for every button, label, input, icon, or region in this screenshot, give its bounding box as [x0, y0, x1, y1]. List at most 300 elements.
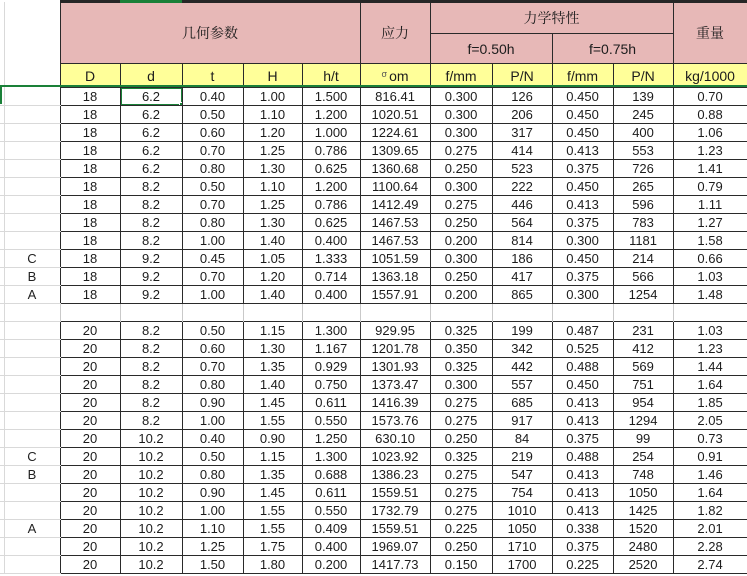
- cell[interactable]: 199: [492, 322, 552, 340]
- row-label[interactable]: A: [4, 286, 60, 304]
- cell[interactable]: 0.375: [552, 430, 613, 448]
- cell[interactable]: 1010: [492, 502, 552, 520]
- cell[interactable]: 1224.61: [360, 124, 430, 142]
- cell[interactable]: 929.95: [360, 322, 430, 340]
- cell[interactable]: 18: [60, 196, 120, 214]
- cell[interactable]: 1710: [492, 538, 552, 556]
- cell[interactable]: 1559.51: [360, 484, 430, 502]
- row-label[interactable]: [4, 340, 60, 358]
- cell[interactable]: 1.40: [243, 286, 302, 304]
- cell[interactable]: 1.44: [673, 358, 747, 376]
- cell[interactable]: 1254: [613, 286, 673, 304]
- cell[interactable]: 0.300: [430, 376, 492, 394]
- cell[interactable]: 596: [613, 196, 673, 214]
- col-header-kg[interactable]: kg/1000: [673, 64, 747, 88]
- cell[interactable]: 0.409: [302, 520, 360, 538]
- cell[interactable]: 1417.73: [360, 556, 430, 574]
- cell[interactable]: 126: [492, 88, 552, 106]
- cell[interactable]: 10.2: [120, 484, 182, 502]
- cell[interactable]: 0.714: [302, 268, 360, 286]
- cell[interactable]: 1.00: [182, 232, 243, 250]
- cell[interactable]: 0.90: [182, 484, 243, 502]
- cell[interactable]: 1.00: [182, 502, 243, 520]
- row-label[interactable]: [4, 88, 60, 106]
- cell[interactable]: 342: [492, 340, 552, 358]
- empty-cell[interactable]: [492, 304, 552, 322]
- cell[interactable]: 18: [60, 214, 120, 232]
- empty-cell[interactable]: [673, 304, 747, 322]
- cell[interactable]: 20: [60, 448, 120, 466]
- cell[interactable]: 18: [60, 232, 120, 250]
- cell[interactable]: 0.275: [430, 466, 492, 484]
- cell[interactable]: 1.55: [243, 520, 302, 538]
- cell[interactable]: 0.50: [182, 448, 243, 466]
- cell[interactable]: 0.200: [430, 232, 492, 250]
- cell[interactable]: 1.300: [302, 448, 360, 466]
- cell[interactable]: 0.40: [182, 88, 243, 106]
- empty-cell[interactable]: [430, 304, 492, 322]
- cell[interactable]: 20: [60, 538, 120, 556]
- cell[interactable]: 0.488: [552, 448, 613, 466]
- cell[interactable]: 1.55: [243, 412, 302, 430]
- empty-cell[interactable]: [60, 304, 120, 322]
- cell[interactable]: 0.70: [182, 358, 243, 376]
- cell[interactable]: 0.375: [552, 538, 613, 556]
- cell[interactable]: 0.325: [430, 448, 492, 466]
- header-stress[interactable]: 应力: [360, 2, 430, 64]
- cell[interactable]: 569: [613, 358, 673, 376]
- cell[interactable]: 754: [492, 484, 552, 502]
- cell[interactable]: 0.413: [552, 142, 613, 160]
- cell[interactable]: 1.30: [243, 160, 302, 178]
- cell[interactable]: 442: [492, 358, 552, 376]
- cell[interactable]: 0.50: [182, 322, 243, 340]
- row-label[interactable]: [4, 358, 60, 376]
- cell[interactable]: 0.275: [430, 394, 492, 412]
- cell[interactable]: 206: [492, 106, 552, 124]
- col-header-H[interactable]: H: [243, 64, 302, 88]
- cell[interactable]: 2.05: [673, 412, 747, 430]
- cell[interactable]: 0.70: [673, 88, 747, 106]
- cell[interactable]: 18: [60, 142, 120, 160]
- cell[interactable]: 0.80: [182, 160, 243, 178]
- cell[interactable]: 8.2: [120, 394, 182, 412]
- cell[interactable]: 2520: [613, 556, 673, 574]
- cell[interactable]: 0.250: [430, 430, 492, 448]
- cell[interactable]: 0.275: [430, 142, 492, 160]
- cell[interactable]: 8.2: [120, 358, 182, 376]
- empty-cell[interactable]: [360, 304, 430, 322]
- cell[interactable]: 20: [60, 502, 120, 520]
- cell[interactable]: 1.300: [302, 322, 360, 340]
- cell[interactable]: 20: [60, 340, 120, 358]
- cell[interactable]: 1412.49: [360, 196, 430, 214]
- cell[interactable]: 99: [613, 430, 673, 448]
- cell[interactable]: 783: [613, 214, 673, 232]
- cell[interactable]: 0.91: [673, 448, 747, 466]
- row-label[interactable]: [4, 430, 60, 448]
- cell[interactable]: 0.488: [552, 358, 613, 376]
- cell[interactable]: 20: [60, 394, 120, 412]
- cell[interactable]: 0.275: [430, 484, 492, 502]
- cell[interactable]: 0.413: [552, 394, 613, 412]
- cell[interactable]: 0.375: [552, 268, 613, 286]
- cell[interactable]: 0.750: [302, 376, 360, 394]
- cell[interactable]: 10.2: [120, 448, 182, 466]
- cell[interactable]: 1.03: [673, 322, 747, 340]
- cell[interactable]: 2.01: [673, 520, 747, 538]
- cell[interactable]: 265: [613, 178, 673, 196]
- cell[interactable]: 1557.91: [360, 286, 430, 304]
- cell[interactable]: 1.00: [182, 286, 243, 304]
- cell[interactable]: 1.27: [673, 214, 747, 232]
- cell[interactable]: 1.03: [673, 268, 747, 286]
- cell[interactable]: 1.500: [302, 88, 360, 106]
- row-label[interactable]: [4, 556, 60, 574]
- cell[interactable]: 0.325: [430, 322, 492, 340]
- cell[interactable]: 0.80: [182, 466, 243, 484]
- cell[interactable]: 0.338: [552, 520, 613, 538]
- cell[interactable]: 231: [613, 322, 673, 340]
- cell[interactable]: 0.275: [430, 502, 492, 520]
- cell[interactable]: 0.929: [302, 358, 360, 376]
- empty-cell[interactable]: [120, 304, 182, 322]
- cell[interactable]: 1.25: [182, 538, 243, 556]
- cell[interactable]: 1.64: [673, 484, 747, 502]
- cell[interactable]: 1.30: [243, 340, 302, 358]
- cell[interactable]: 1360.68: [360, 160, 430, 178]
- cell[interactable]: 1.50: [182, 556, 243, 574]
- cell[interactable]: 0.786: [302, 142, 360, 160]
- cell[interactable]: 18: [60, 178, 120, 196]
- cell[interactable]: 553: [613, 142, 673, 160]
- cell[interactable]: 1373.47: [360, 376, 430, 394]
- cell[interactable]: 0.250: [430, 268, 492, 286]
- cell[interactable]: 0.250: [430, 214, 492, 232]
- cell[interactable]: 566: [613, 268, 673, 286]
- row-label[interactable]: [4, 394, 60, 412]
- cell[interactable]: 0.70: [182, 196, 243, 214]
- row-label[interactable]: [4, 538, 60, 556]
- cell[interactable]: 1.15: [243, 448, 302, 466]
- cell[interactable]: 0.450: [552, 250, 613, 268]
- cell[interactable]: 18: [60, 268, 120, 286]
- row-label[interactable]: [4, 376, 60, 394]
- cell[interactable]: 1181: [613, 232, 673, 250]
- cell[interactable]: 1.05: [243, 250, 302, 268]
- header-weight[interactable]: 重量: [673, 2, 747, 64]
- cell[interactable]: 557: [492, 376, 552, 394]
- cell[interactable]: 0.40: [182, 430, 243, 448]
- empty-cell[interactable]: [552, 304, 613, 322]
- cell[interactable]: 0.413: [552, 196, 613, 214]
- cell[interactable]: 1.00: [182, 412, 243, 430]
- row-label[interactable]: [4, 412, 60, 430]
- cell[interactable]: 8.2: [120, 322, 182, 340]
- header-f075[interactable]: f=0.75h: [552, 34, 673, 64]
- header-mechanical[interactable]: 力学特性: [430, 2, 673, 34]
- cell[interactable]: 0.300: [552, 286, 613, 304]
- cell[interactable]: 0.88: [673, 106, 747, 124]
- cell[interactable]: 0.225: [430, 520, 492, 538]
- cell[interactable]: 1.35: [243, 466, 302, 484]
- cell[interactable]: 751: [613, 376, 673, 394]
- cell[interactable]: 0.550: [302, 502, 360, 520]
- cell[interactable]: 547: [492, 466, 552, 484]
- cell[interactable]: 0.450: [552, 376, 613, 394]
- cell[interactable]: 1.11: [673, 196, 747, 214]
- cell[interactable]: 20: [60, 556, 120, 574]
- col-header-sigma-om[interactable]: [360, 64, 430, 88]
- cell[interactable]: 1969.07: [360, 538, 430, 556]
- cell[interactable]: 726: [613, 160, 673, 178]
- cell[interactable]: 1732.79: [360, 502, 430, 520]
- cell[interactable]: 564: [492, 214, 552, 232]
- col-header-p-050[interactable]: P/N: [492, 64, 552, 88]
- cell[interactable]: 10.2: [120, 430, 182, 448]
- cell[interactable]: 0.70: [182, 142, 243, 160]
- row-label[interactable]: [4, 124, 60, 142]
- empty-cell[interactable]: [182, 304, 243, 322]
- cell[interactable]: 8.2: [120, 412, 182, 430]
- row-label[interactable]: B: [4, 466, 60, 484]
- empty-cell[interactable]: [302, 304, 360, 322]
- cell[interactable]: 0.400: [302, 538, 360, 556]
- cell[interactable]: 685: [492, 394, 552, 412]
- fill-handle[interactable]: [179, 102, 183, 106]
- cell[interactable]: 8.2: [120, 178, 182, 196]
- cell[interactable]: 20: [60, 520, 120, 538]
- cell[interactable]: 1.250: [302, 430, 360, 448]
- cell[interactable]: 10.2: [120, 556, 182, 574]
- cell[interactable]: 18: [60, 250, 120, 268]
- col-header-D[interactable]: D: [60, 64, 120, 88]
- cell[interactable]: 1023.92: [360, 448, 430, 466]
- cell[interactable]: 6.2: [120, 142, 182, 160]
- cell[interactable]: 0.70: [182, 268, 243, 286]
- cell[interactable]: 0.300: [552, 232, 613, 250]
- cell[interactable]: 0.90: [182, 394, 243, 412]
- cell[interactable]: 1309.65: [360, 142, 430, 160]
- cell[interactable]: 1.40: [243, 376, 302, 394]
- row-label[interactable]: C: [4, 250, 60, 268]
- cell[interactable]: 1.45: [243, 484, 302, 502]
- cell[interactable]: 1.00: [243, 88, 302, 106]
- cell[interactable]: 0.550: [302, 412, 360, 430]
- cell[interactable]: 0.80: [182, 376, 243, 394]
- cell[interactable]: 1.35: [243, 358, 302, 376]
- cell[interactable]: 1.45: [243, 394, 302, 412]
- cell[interactable]: 18: [60, 160, 120, 178]
- cell[interactable]: 8.2: [120, 196, 182, 214]
- empty-cell[interactable]: [243, 304, 302, 322]
- cell[interactable]: 0.450: [552, 124, 613, 142]
- cell[interactable]: 0.200: [430, 286, 492, 304]
- cell[interactable]: 186: [492, 250, 552, 268]
- cell[interactable]: 0.80: [182, 214, 243, 232]
- cell[interactable]: 0.300: [430, 88, 492, 106]
- cell[interactable]: 8.2: [120, 340, 182, 358]
- cell[interactable]: 2.74: [673, 556, 747, 574]
- cell[interactable]: 630.10: [360, 430, 430, 448]
- cell[interactable]: 1.41: [673, 160, 747, 178]
- cell[interactable]: 0.450: [552, 88, 613, 106]
- cell[interactable]: 0.45: [182, 250, 243, 268]
- cell[interactable]: 816.41: [360, 88, 430, 106]
- row-label[interactable]: [4, 160, 60, 178]
- cell[interactable]: 8.2: [120, 376, 182, 394]
- cell[interactable]: 1.30: [243, 214, 302, 232]
- cell[interactable]: 0.413: [552, 466, 613, 484]
- cell[interactable]: 0.400: [302, 232, 360, 250]
- cell[interactable]: 1.333: [302, 250, 360, 268]
- row-label[interactable]: [4, 214, 60, 232]
- cell[interactable]: 1.167: [302, 340, 360, 358]
- cell[interactable]: 1.58: [673, 232, 747, 250]
- cell[interactable]: 1.10: [243, 106, 302, 124]
- cell[interactable]: 222: [492, 178, 552, 196]
- cell[interactable]: 10.2: [120, 502, 182, 520]
- cell[interactable]: 10.2: [120, 520, 182, 538]
- cell[interactable]: 18: [60, 124, 120, 142]
- cell[interactable]: 254: [613, 448, 673, 466]
- row-label[interactable]: [4, 106, 60, 124]
- cell[interactable]: 0.525: [552, 340, 613, 358]
- cell[interactable]: 1.06: [673, 124, 747, 142]
- cell[interactable]: 1.85: [673, 394, 747, 412]
- cell[interactable]: 18: [60, 286, 120, 304]
- row-label[interactable]: B: [4, 268, 60, 286]
- cell[interactable]: 20: [60, 358, 120, 376]
- cell[interactable]: 18: [60, 106, 120, 124]
- cell[interactable]: 954: [613, 394, 673, 412]
- cell[interactable]: 1.82: [673, 502, 747, 520]
- cell[interactable]: 814: [492, 232, 552, 250]
- cell[interactable]: 1.000: [302, 124, 360, 142]
- cell[interactable]: 0.300: [430, 178, 492, 196]
- cell[interactable]: 748: [613, 466, 673, 484]
- cell[interactable]: 1.48: [673, 286, 747, 304]
- row-label[interactable]: C: [4, 448, 60, 466]
- cell[interactable]: 8.2: [120, 232, 182, 250]
- cell[interactable]: 1573.76: [360, 412, 430, 430]
- cell[interactable]: 0.611: [302, 394, 360, 412]
- cell[interactable]: 1700: [492, 556, 552, 574]
- cell[interactable]: 245: [613, 106, 673, 124]
- cell[interactable]: 1.75: [243, 538, 302, 556]
- cell[interactable]: 0.200: [302, 556, 360, 574]
- cell[interactable]: 6.2: [120, 106, 182, 124]
- cell[interactable]: 1.25: [243, 142, 302, 160]
- cell[interactable]: 0.375: [552, 160, 613, 178]
- cell[interactable]: 0.300: [430, 250, 492, 268]
- cell[interactable]: 9.2: [120, 286, 182, 304]
- cell[interactable]: 1201.78: [360, 340, 430, 358]
- row-label[interactable]: [4, 142, 60, 160]
- cell[interactable]: 0.60: [182, 124, 243, 142]
- cell[interactable]: 1416.39: [360, 394, 430, 412]
- cell[interactable]: 20: [60, 376, 120, 394]
- cell[interactable]: 0.413: [552, 502, 613, 520]
- cell[interactable]: 2480: [613, 538, 673, 556]
- cell[interactable]: 0.50: [182, 106, 243, 124]
- cell[interactable]: 0.625: [302, 214, 360, 232]
- cell[interactable]: 1.20: [243, 124, 302, 142]
- cell[interactable]: 20: [60, 484, 120, 502]
- col-header-ht[interactable]: h/t: [302, 64, 360, 88]
- cell[interactable]: 0.400: [302, 286, 360, 304]
- cell[interactable]: 1.20: [243, 268, 302, 286]
- cell[interactable]: 1100.64: [360, 178, 430, 196]
- cell[interactable]: 1.55: [243, 502, 302, 520]
- cell[interactable]: 1050: [613, 484, 673, 502]
- col-header-t[interactable]: t: [182, 64, 243, 88]
- cell[interactable]: 1363.18: [360, 268, 430, 286]
- row-label[interactable]: A: [4, 520, 60, 538]
- cell[interactable]: 0.413: [552, 412, 613, 430]
- cell[interactable]: 917: [492, 412, 552, 430]
- cell[interactable]: 219: [492, 448, 552, 466]
- cell[interactable]: 1425: [613, 502, 673, 520]
- cell[interactable]: 0.487: [552, 322, 613, 340]
- cell[interactable]: 20: [60, 322, 120, 340]
- cell[interactable]: 1.200: [302, 106, 360, 124]
- cell[interactable]: 0.625: [302, 160, 360, 178]
- cell[interactable]: 0.90: [243, 430, 302, 448]
- cell[interactable]: 0.300: [430, 124, 492, 142]
- cell[interactable]: 523: [492, 160, 552, 178]
- cell[interactable]: 1.200: [302, 178, 360, 196]
- cell[interactable]: 0.688: [302, 466, 360, 484]
- cell[interactable]: 0.73: [673, 430, 747, 448]
- col-header-f-075[interactable]: f/mm: [552, 64, 613, 88]
- cell[interactable]: 0.60: [182, 340, 243, 358]
- row-label[interactable]: [4, 196, 60, 214]
- cell[interactable]: 0.450: [552, 106, 613, 124]
- cell[interactable]: 1467.53: [360, 214, 430, 232]
- cell[interactable]: 0.611: [302, 484, 360, 502]
- cell[interactable]: 6.2: [120, 88, 182, 106]
- cell[interactable]: 317: [492, 124, 552, 142]
- cell[interactable]: 1050: [492, 520, 552, 538]
- cell[interactable]: 1294: [613, 412, 673, 430]
- cell[interactable]: 1.80: [243, 556, 302, 574]
- cell[interactable]: 1.10: [182, 520, 243, 538]
- row-label[interactable]: [4, 502, 60, 520]
- row-label[interactable]: [4, 484, 60, 502]
- cell[interactable]: 9.2: [120, 250, 182, 268]
- cell[interactable]: 10.2: [120, 466, 182, 484]
- cell[interactable]: 0.250: [430, 538, 492, 556]
- cell[interactable]: 0.413: [552, 484, 613, 502]
- cell[interactable]: 412: [613, 340, 673, 358]
- cell[interactable]: 1520: [613, 520, 673, 538]
- cell[interactable]: 1559.51: [360, 520, 430, 538]
- cell[interactable]: 1.15: [243, 322, 302, 340]
- cell[interactable]: 1467.53: [360, 232, 430, 250]
- cell[interactable]: 139: [613, 88, 673, 106]
- cell[interactable]: 0.350: [430, 340, 492, 358]
- row-label[interactable]: [4, 178, 60, 196]
- col-header-d[interactable]: d: [120, 64, 182, 88]
- cell[interactable]: 0.66: [673, 250, 747, 268]
- cell[interactable]: 0.275: [430, 412, 492, 430]
- cell[interactable]: 1051.59: [360, 250, 430, 268]
- cell[interactable]: 1.46: [673, 466, 747, 484]
- header-f050[interactable]: f=0.50h: [430, 34, 552, 64]
- cell[interactable]: 9.2: [120, 268, 182, 286]
- cell[interactable]: 0.50: [182, 178, 243, 196]
